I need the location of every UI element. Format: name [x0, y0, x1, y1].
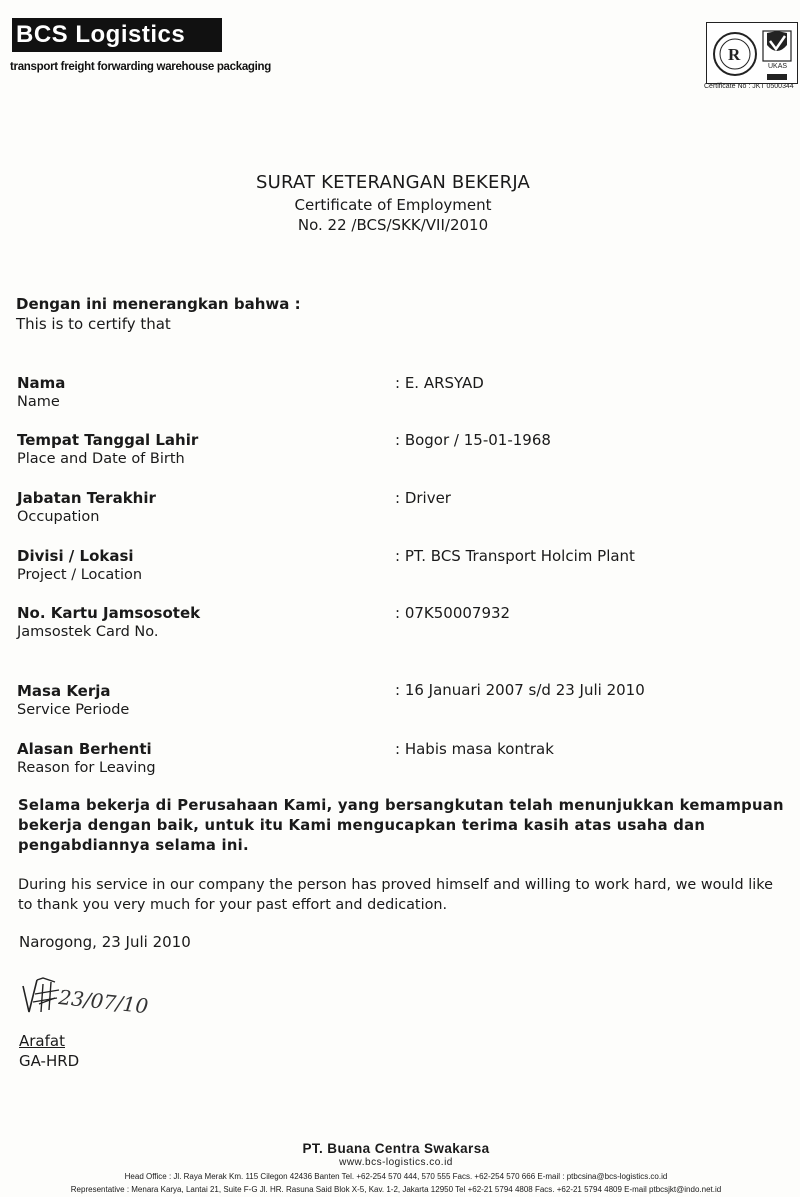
- field-value-birth: : Bogor / 15-01-1968: [395, 431, 551, 449]
- place-and-date: Narogong, 23 Juli 2010: [19, 933, 191, 951]
- field-label-jamsostek-en: Jamsostek Card No.: [17, 624, 159, 640]
- field-label-service-period-en: Service Periode: [17, 702, 130, 718]
- svg-text:R: R: [728, 45, 741, 64]
- certification-badge: [706, 22, 798, 84]
- footer-representative: Representative : Menara Karya, Lantai 21, Suite F-G Jl. HR. Rasuna Said Blok X-5, Kav. 1-2, Jakarta 12950 Tel +62-21 5794 4808 Facs. +62-21 5794 4809 E-mail ptbcsjkt@indo.net.id: [70, 1185, 722, 1194]
- field-label-service-period: Masa Kerja: [17, 682, 111, 700]
- field-value-service-period: : 16 Januari 2007 s/d 23 Juli 2010: [395, 681, 645, 699]
- field-value-reason: : Habis masa kontrak: [395, 740, 554, 758]
- field-value-occupation: : Driver: [395, 489, 451, 507]
- ukas-label: UKAS: [768, 63, 788, 70]
- signature-date: 23/07/10: [57, 985, 150, 1019]
- field-label-name: Nama: [17, 374, 66, 392]
- certificate-number: Certificate No : JKT 0500344: [704, 83, 794, 90]
- document-number: No. 22 /BCS/SKK/VII/2010: [297, 216, 489, 234]
- field-label-reason-en: Reason for Leaving: [17, 760, 156, 776]
- intro-indonesian: Dengan ini menerangkan bahwa :: [16, 295, 301, 313]
- field-value-location: : PT. BCS Transport Holcim Plant: [395, 547, 635, 565]
- statement-indonesian: Selama bekerja di Perusahaan Kami, yang bersangkutan telah menunjukkan kemampuan bekerja dengan baik, untuk itu Kami mengucapkan terima kasih atas usaha dan pengabdiannya selama ini.: [18, 797, 784, 854]
- field-label-birth-en: Place and Date of Birth: [17, 451, 185, 467]
- intro-english: This is to certify that: [16, 315, 171, 333]
- field-label-location-en: Project / Location: [17, 567, 143, 583]
- company-logo: BCS Logistics: [12, 18, 222, 52]
- field-label-reason: Alasan Berhenti: [17, 740, 152, 758]
- field-label-name-en: Name: [17, 394, 60, 410]
- quality-seal-icon: [707, 23, 799, 85]
- signer-title: GA-HRD: [19, 1052, 80, 1070]
- footer-website: www.bcs-logistics.co.id: [339, 1157, 453, 1168]
- field-label-occupation-en: Occupation: [17, 509, 100, 525]
- field-label-location: Divisi / Lokasi: [17, 547, 134, 565]
- field-value-jamsostek: : 07K50007932: [395, 604, 511, 622]
- company-tagline: transport freight forwarding warehouse packaging: [10, 61, 271, 73]
- field-label-birth: Tempat Tanggal Lahir: [17, 431, 199, 449]
- document-subtitle: Certificate of Employment: [294, 196, 492, 214]
- footer-company-name: PT. Buana Centra Swakarsa: [302, 1141, 490, 1156]
- field-label-occupation: Jabatan Terakhir: [17, 489, 156, 507]
- signer-name: Arafat: [19, 1032, 65, 1050]
- document-title: SURAT KETERANGAN BEKERJA: [255, 172, 531, 193]
- field-label-jamsostek: No. Kartu Jamsosotek: [17, 604, 201, 622]
- statement-english: During his service in our company the person has proved himself and willing to work hard, we would like to thank you very much for your past effort and dedication.: [18, 877, 773, 913]
- footer-head-office: Head Office : Jl. Raya Merak Km. 115 Cilegon 42436 Banten Tel. +62-254 570 444, 570 555 Facs. +62-254 570 666 E-mail : ptbcsina@bcs-logistics.co.id: [124, 1172, 668, 1181]
- field-value-name: : E. ARSYAD: [395, 374, 484, 392]
